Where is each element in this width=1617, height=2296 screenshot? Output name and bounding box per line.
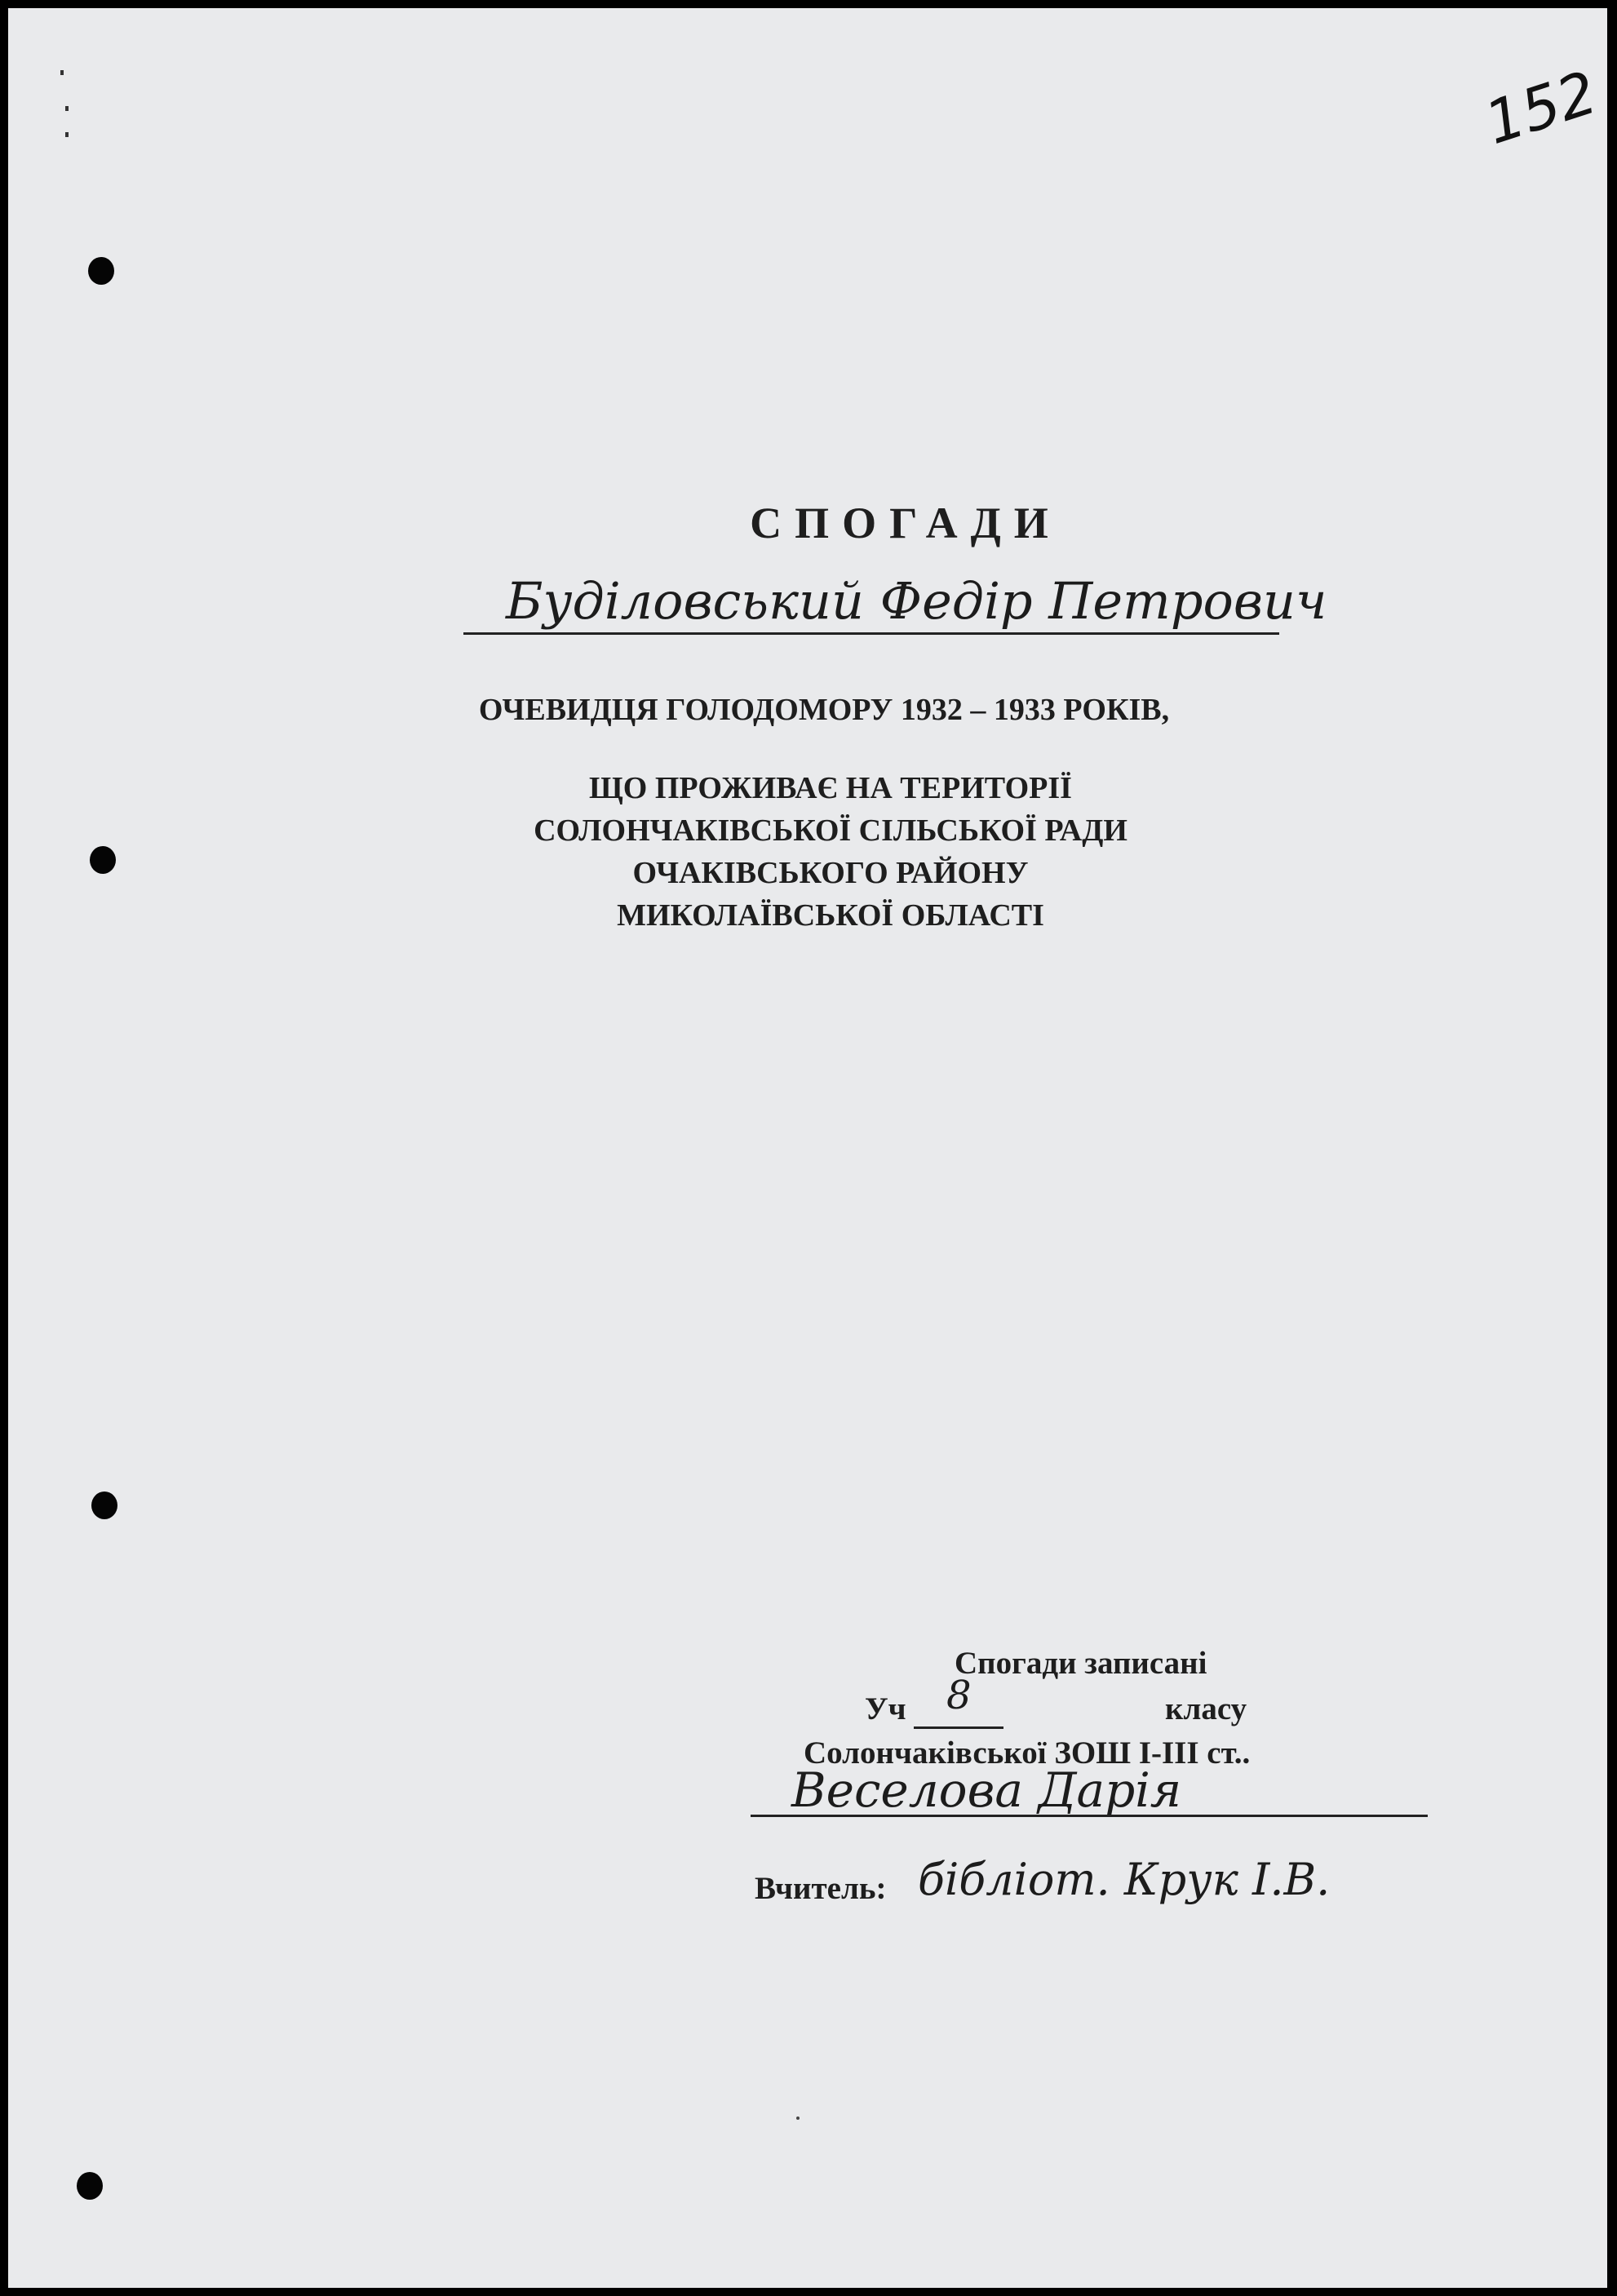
document-page (8, 8, 1607, 2288)
punch-hole (88, 257, 114, 285)
residence-line: МИКОЛАЇВСЬКОЇ ОБЛАСТІ (617, 898, 1044, 933)
residence-line: ЩО ПРОЖИВАЄ НА ТЕРИТОРІЇ (589, 771, 1072, 805)
speck (65, 106, 69, 111)
student-name-handwritten: Веселова Дарія (791, 1762, 1182, 1818)
residence-line: ОЧАКІВСЬКОГО РАЙОНУ (632, 856, 1029, 890)
class-label: класу (1165, 1691, 1247, 1726)
residence-block (31, 767, 1607, 937)
student-underline (751, 1815, 1428, 1817)
name-underline (463, 632, 1279, 635)
recorded-label: Спогади записані (955, 1646, 1207, 1681)
punch-hole (77, 2172, 103, 2200)
class-underline (914, 1726, 1003, 1729)
ink-dot (796, 2116, 800, 2120)
punch-hole (91, 1492, 117, 1519)
school-name: Солончаківської ЗОШ І-ІІІ ст.. (804, 1735, 1251, 1771)
residence-line: СОЛОНЧАКІВСЬКОЇ СІЛЬСЬКОЇ РАДИ (534, 813, 1127, 848)
class-number-handwritten: 8 (946, 1673, 972, 1718)
witness-heading: ОЧЕВИДЦЯ ГОЛОДОМОРУ 1932 – 1933 РОКІВ, (478, 693, 1170, 727)
student-prefix: Уч (865, 1691, 906, 1726)
document-title: СПОГАДИ (750, 499, 1061, 547)
teacher-label: Вчитель: (755, 1871, 887, 1906)
speck (60, 70, 64, 75)
page-number: 152 (1477, 57, 1606, 158)
witness-name-handwritten: Буділовський Федір Петрович (506, 571, 1327, 631)
speck (65, 132, 69, 137)
teacher-handwritten: бібліот. Крук І.В. (918, 1854, 1331, 1905)
